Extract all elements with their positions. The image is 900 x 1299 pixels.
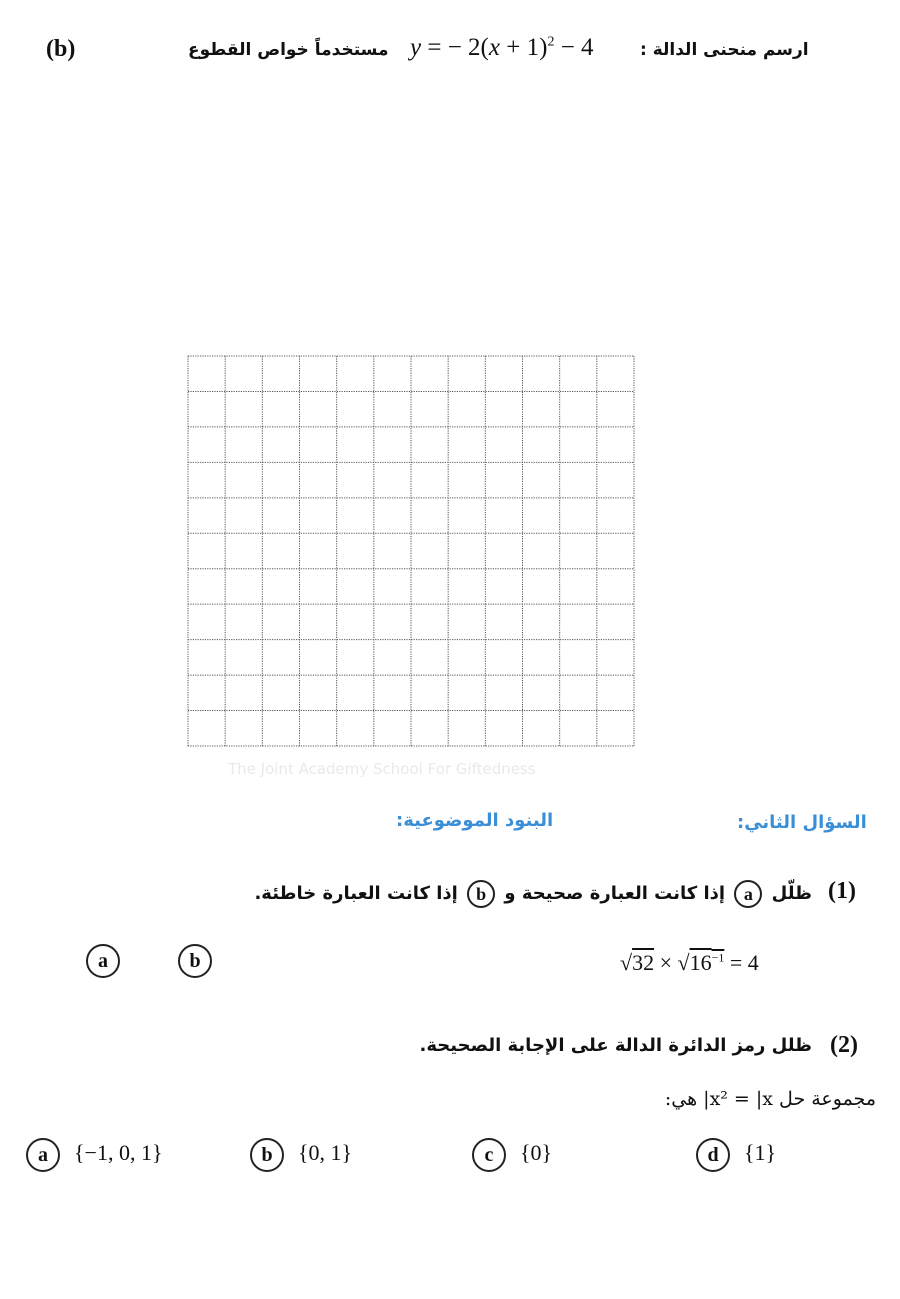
- watermark: The Joint Academy School For Giftedness: [228, 760, 536, 778]
- q2-instruction: ظلل رمز الدائرة الدالة على الإجابة الصحيحة.: [419, 1035, 812, 1056]
- part-label: (b): [46, 36, 76, 62]
- q2-option-a-value: {−1, 0, 1}: [74, 1140, 163, 1165]
- q1-number: (1): [828, 878, 856, 904]
- q2-option-c-value: {0}: [520, 1140, 553, 1165]
- q2-option-c-circle[interactable]: c: [472, 1138, 506, 1172]
- graph-grid[interactable]: [186, 354, 636, 752]
- equation: y = − $2(x + 1)^2 - 4$: [410, 34, 594, 61]
- items-title: البنود الموضوعية:: [396, 810, 554, 831]
- inline-circle-a: a: [734, 880, 762, 908]
- question-title: السؤال الثاني:: [737, 812, 867, 833]
- q2-prompt: مجموعة حل x² = |x| هي:: [664, 1088, 876, 1110]
- q2-option-a-circle[interactable]: a: [26, 1138, 60, 1172]
- q2-option-d-value: {1}: [744, 1140, 777, 1165]
- q2-option-d-circle[interactable]: d: [696, 1138, 730, 1172]
- grid-svg: [186, 354, 636, 748]
- instruction-end: مستخدماً خواص القطوع: [188, 40, 389, 60]
- q1-option-a[interactable]: a: [86, 944, 120, 978]
- instruction-start: ارسم منحنى الدالة :: [640, 40, 809, 60]
- q2-number: (2): [830, 1032, 858, 1058]
- q2-option-b-circle[interactable]: b: [250, 1138, 284, 1172]
- inline-circle-b: b: [467, 880, 495, 908]
- q2-option-b-value: {0, 1}: [298, 1140, 353, 1165]
- q1-instruction: ظلّل a إذا كانت العبارة صحيحة و b إذا كانت العبارة خاطئة.: [254, 880, 812, 908]
- q1-option-b[interactable]: b: [178, 944, 212, 978]
- q1-statement: $√32 \times √16^{-1} = 4$: [620, 950, 759, 975]
